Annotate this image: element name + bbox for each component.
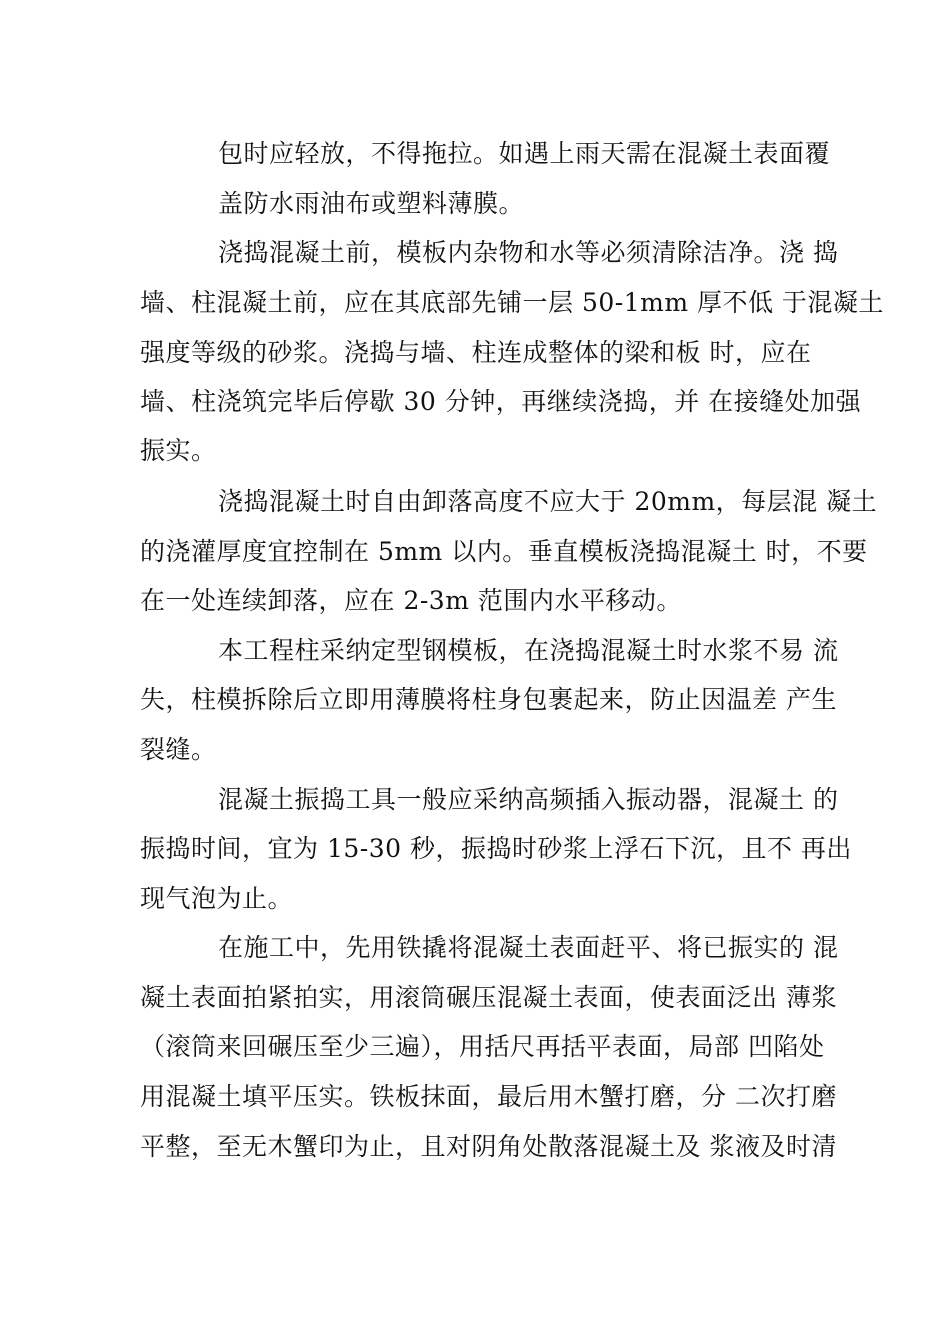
text-line: 包时应轻放，不得拖拉。如遇上雨天需在混凝土表面覆	[218, 139, 831, 168]
text-line: 失，柱模拆除后立即用薄膜将柱身包裹起来，防止因温差 产生	[140, 685, 837, 714]
text-line: 在一处连续卸落，应在 2-3m 范围内水平移动。	[140, 586, 682, 615]
text-line: 在施工中，先用铁撬将混凝土表面赶平、将已振实的 混	[218, 933, 839, 962]
text-line: （滚筒来回碾压至少三遍），用括尺再括平表面，局部 凹陷处	[140, 1032, 825, 1061]
text-line: 浇捣混凝土前，模板内杂物和水等必须清除洁净。浇 捣	[218, 238, 839, 267]
text-line: 的浇灌厚度宜控制在 5mm 以内。垂直模板浇捣混凝土 时，不要	[140, 537, 868, 566]
text-line: 墙、柱浇筑完毕后停歇 30 分钟，再继续浇捣，并 在接缝处加强	[140, 387, 862, 416]
text-line: 振捣时间，宜为 15-30 秒，振捣时砂浆上浮石下沉，且不 再出	[140, 834, 852, 863]
text-line: 墙、柱混凝土前，应在其底部先铺一层 50-1mm 厚不低 于混凝土	[140, 288, 884, 317]
text-line: 凝土表面拍紧拍实，用滚筒碾压混凝土表面，使表面泛出 薄浆	[140, 983, 837, 1012]
text-line: 现气泡为止。	[140, 884, 294, 913]
text-line: 平整，至无木蟹印为止，且对阴角处散落混凝土及 浆液及时清	[140, 1132, 837, 1161]
text-line: 浇捣混凝土时自由卸落高度不应大于 20mm，每层混 凝土	[218, 487, 878, 516]
text-line: 盖防水雨油布或塑料薄膜。	[218, 189, 525, 218]
text-line: 本工程柱采纳定型钢模板，在浇捣混凝土时水浆不易 流	[218, 636, 839, 665]
text-line: 混凝土振捣工具一般应采纳高频插入振动器，混凝土 的	[218, 785, 839, 814]
text-line: 强度等级的砂浆。浇捣与墙、柱连成整体的梁和板 时，应在	[140, 338, 812, 367]
text-line: 用混凝土填平压实。铁板抹面，最后用木蟹打磨，分 二次打磨	[140, 1082, 837, 1111]
text-line: 裂缝。	[140, 735, 217, 764]
text-line: 振实。	[140, 436, 217, 465]
